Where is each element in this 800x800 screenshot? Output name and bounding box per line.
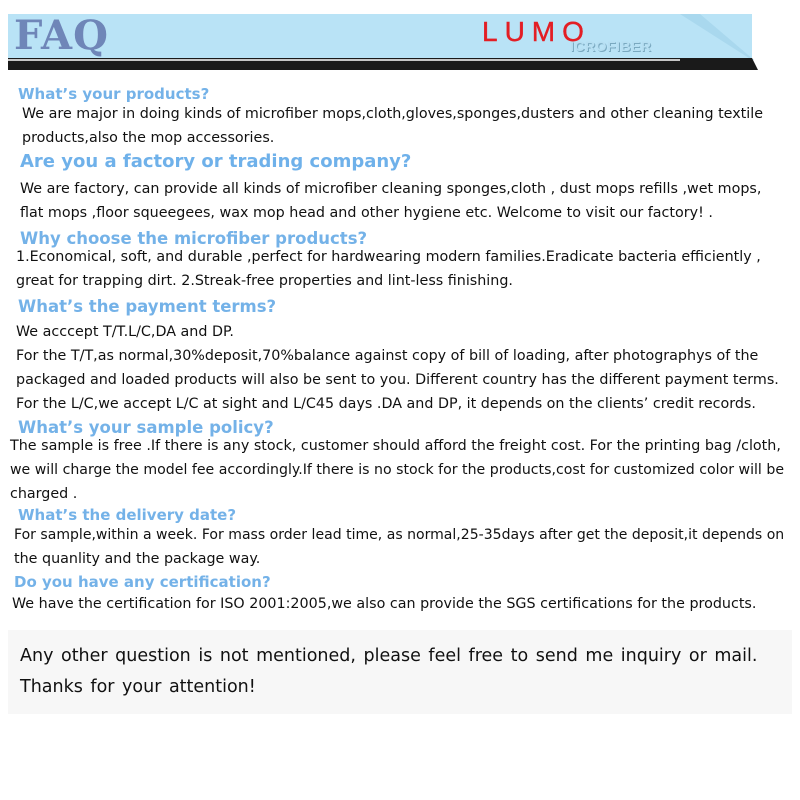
page-title: FAQ xyxy=(14,12,109,59)
header-banner xyxy=(0,0,800,72)
faq-question-payment: What’s the payment terms? xyxy=(18,297,277,316)
closing-line: Any other question is not mentioned, please feel free to send me inquiry or mail. xyxy=(20,646,758,666)
faq-answer-line: For the L/C,we accept L/C at sight and L/C45 days .DA and DP, it depends on the clients’ credit records. xyxy=(16,396,756,412)
faq-question-factory: Are you a factory or trading company? xyxy=(20,151,412,172)
faq-answer-line: the quanlity and the package way. xyxy=(14,551,261,567)
banner-shape xyxy=(0,0,800,72)
faq-question-microfiber: Why choose the microfiber products? xyxy=(20,229,368,248)
brand-logo-sub: ICROFIBER xyxy=(570,38,652,54)
faq-answer-line: 1.Economical, soft, and durable ,perfect for hardwearing modern families.Eradicate bacteria efficiently , xyxy=(16,249,761,265)
faq-question-sample: What’s your sample policy? xyxy=(18,418,274,437)
faq-answer-line: products,also the mop accessories. xyxy=(22,130,275,146)
faq-answer-line: For sample,within a week. For mass order lead time, as normal,25-35days after get the deposit,it depends on xyxy=(14,527,785,543)
faq-answer-line: flat mops ,floor squeegees, wax mop head and other hygiene etc. Welcome to visit our factory! . xyxy=(20,205,713,221)
faq-question-delivery: What’s the delivery date? xyxy=(18,506,237,524)
faq-answer-line: We are factory, can provide all kinds of microfiber cleaning sponges,cloth , dust mops refills ,wet mops, xyxy=(20,181,762,197)
brand-logo: LUMO xyxy=(482,16,591,47)
faq-answer-line: we will charge the model fee accordingly.If there is no stock for the products,cost for customized color will be xyxy=(10,462,785,478)
faq-question-certification: Do you have any certification? xyxy=(14,573,271,591)
faq-answer-line: The sample is free .If there is any stock, customer should afford the freight cost. For the printing bag /cloth, xyxy=(10,438,781,454)
faq-answer-line: We acccept T/T.L/C,DA and DP. xyxy=(16,324,234,340)
faq-answer-line: For the T/T,as normal,30%deposit,70%balance against copy of bill of loading, after photographys of the xyxy=(16,348,759,364)
faq-answer-line: great for trapping dirt. 2.Streak-free properties and lint-less finishing. xyxy=(16,273,513,289)
faq-answer-line: We have the certification for ISO 2001:2005,we also can provide the SGS certifications for the products. xyxy=(12,596,757,612)
faq-question-products: What’s your products? xyxy=(18,85,210,103)
faq-answer-line: We are major in doing kinds of microfiber mops,cloth,gloves,sponges,dusters and other cleaning textile xyxy=(22,106,764,122)
faq-answer-line: charged . xyxy=(10,486,78,502)
closing-line: Thanks for your attention! xyxy=(20,677,256,697)
faq-answer-line: packaged and loaded products will also be sent to you. Different country has the different payment terms. xyxy=(16,372,779,388)
closing-note xyxy=(8,630,792,714)
